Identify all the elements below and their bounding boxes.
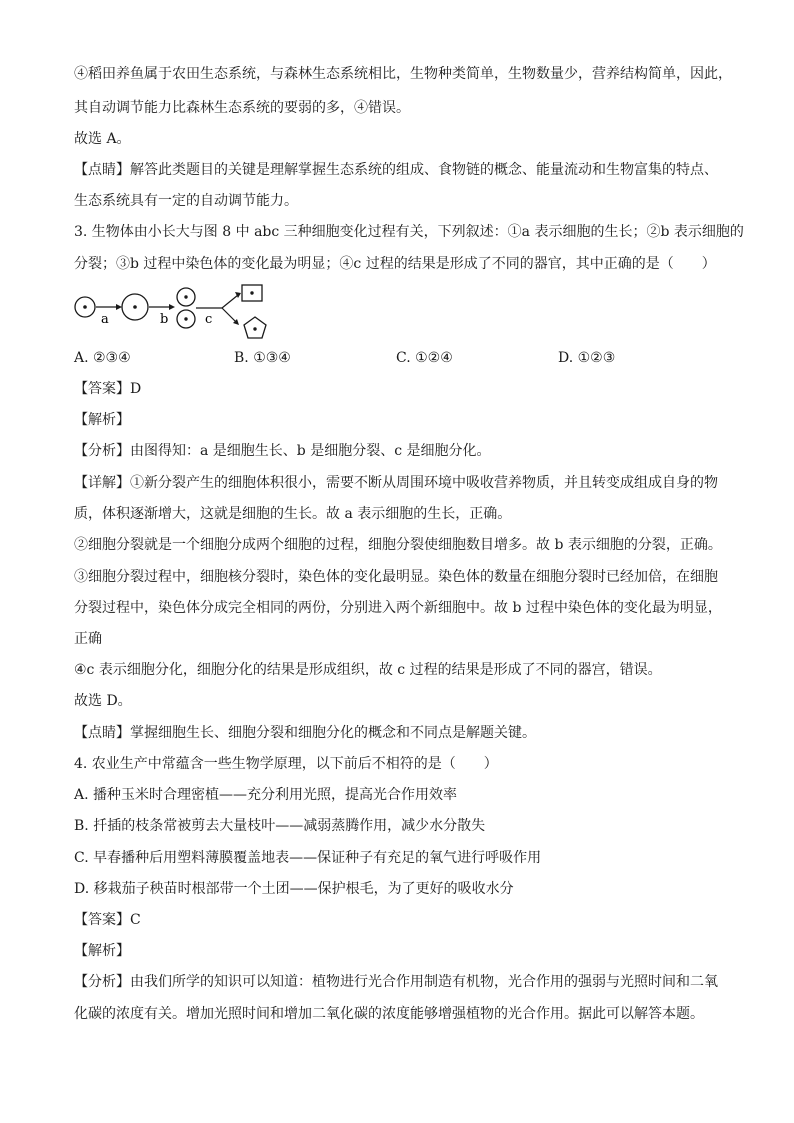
text-line: 其自动调节能力比森林生态系统的要弱的多，④错误。 bbox=[74, 100, 410, 116]
text-line: 正确 bbox=[74, 631, 102, 647]
text-line: 【点睛】解答此类题目的关键是理解掌握生态系统的组成、食物链的概念、能量流动和生物富集的特点、 bbox=[74, 162, 718, 178]
text-line: 【分析】由图得知：a 是细胞生长、b 是细胞分裂、c 是细胞分化。 bbox=[74, 443, 491, 459]
label-c: c bbox=[205, 312, 213, 327]
option-a: A. 播种玉米时合理密植——充分利用光照，提高光合作用效率 bbox=[74, 787, 458, 803]
option-b: B. ①③④ bbox=[234, 350, 291, 366]
option-a: A. ②③④ bbox=[74, 350, 131, 366]
text-line: 【点睛】掌握细胞生长、细胞分裂和细胞分化的概念和不同点是解题关键。 bbox=[74, 725, 536, 741]
text-line: ④稻田养鱼属于农田生态系统，与森林生态系统相比，生物种类简单，生物数量少，营养结构简单，因此， bbox=[74, 66, 732, 82]
nucleus bbox=[83, 305, 87, 309]
label-a: a bbox=[101, 312, 109, 327]
text-line: 分裂过程中，染色体分成完全相同的两份，分别进入两个新细胞中。故 b 过程中染色体的变化最为明显， bbox=[74, 600, 722, 616]
text-line: 质，体积逐渐增大，这就是细胞的生长。故 a 表示细胞的生长，正确。 bbox=[74, 506, 512, 522]
question-3-stem: 3. 生物体由小长大与图 8 中 abc 三种细胞变化过程有关，下列叙述：①a 表示细胞的生长；②b 表示细胞的 bbox=[74, 224, 744, 240]
text-line: 化碳的浓度有关。增加光照时间和增加二氧化碳的浓度能够增强植物的光合作用。据此可以解答本题。 bbox=[74, 1006, 704, 1022]
text-line: ③细胞分裂过程中，细胞核分裂时，染色体的变化最明显。染色体的数量在细胞分裂时已经加倍，在细胞 bbox=[74, 569, 718, 585]
option-d: D. 移栽茄子秧苗时根部带一个土团——保护根毛，为了更好的吸收水分 bbox=[74, 881, 514, 897]
text-line: 【分析】由我们所学的知识可以知道：植物进行光合作用制造有机物，光合作用的强弱与光照时间和二氧 bbox=[74, 974, 718, 990]
text-line: 【详解】①新分裂产生的细胞体积很小，需要不断从周围环境中吸收营养物质，并且转变成组成自身的物 bbox=[74, 475, 718, 491]
option-c: C. 早春播种后用塑料薄膜覆盖地表——保证种子有充足的氧气进行呼吸作用 bbox=[74, 850, 542, 866]
option-c: C. ①②④ bbox=[396, 350, 453, 366]
text-line: ④c 表示细胞分化，细胞分化的结果是形成组织，故 c 过程的结果是形成了不同的器宫，错误。 bbox=[74, 662, 662, 678]
question-4-stem: 4. 农业生产中常蕴含一些生物学原理，以下前后不相符的是（ ） bbox=[74, 756, 498, 772]
label-b: b bbox=[160, 312, 169, 327]
question-3-stem: 分裂；③b 过程中染色体的变化最为明显；④c 过程的结果是形成了不同的器官，其中正确的是（ ） bbox=[74, 256, 716, 272]
text-line: 故选 D。 bbox=[74, 693, 132, 709]
option-b: B. 扦插的枝条常被剪去大量枝叶——减弱蒸腾作用，减少水分散失 bbox=[74, 818, 486, 834]
analysis-label: 【解析】 bbox=[74, 412, 130, 428]
text-line: 故选 A。 bbox=[74, 131, 131, 147]
text-line: ②细胞分裂就是一个细胞分成两个细胞的过程，细胞分裂使细胞数目增多。故 b 表示细胞的分裂，正确。 bbox=[74, 537, 722, 553]
nucleus bbox=[133, 305, 137, 309]
analysis-label: 【解析】 bbox=[74, 943, 130, 959]
option-d: D. ①②③ bbox=[558, 350, 616, 366]
answer-label: 【答案】D bbox=[74, 381, 142, 397]
answer-label: 【答案】C bbox=[74, 912, 141, 928]
text-line: 生态系统具有一定的自动调节能力。 bbox=[74, 193, 298, 209]
cell-change-diagram bbox=[72, 282, 282, 342]
